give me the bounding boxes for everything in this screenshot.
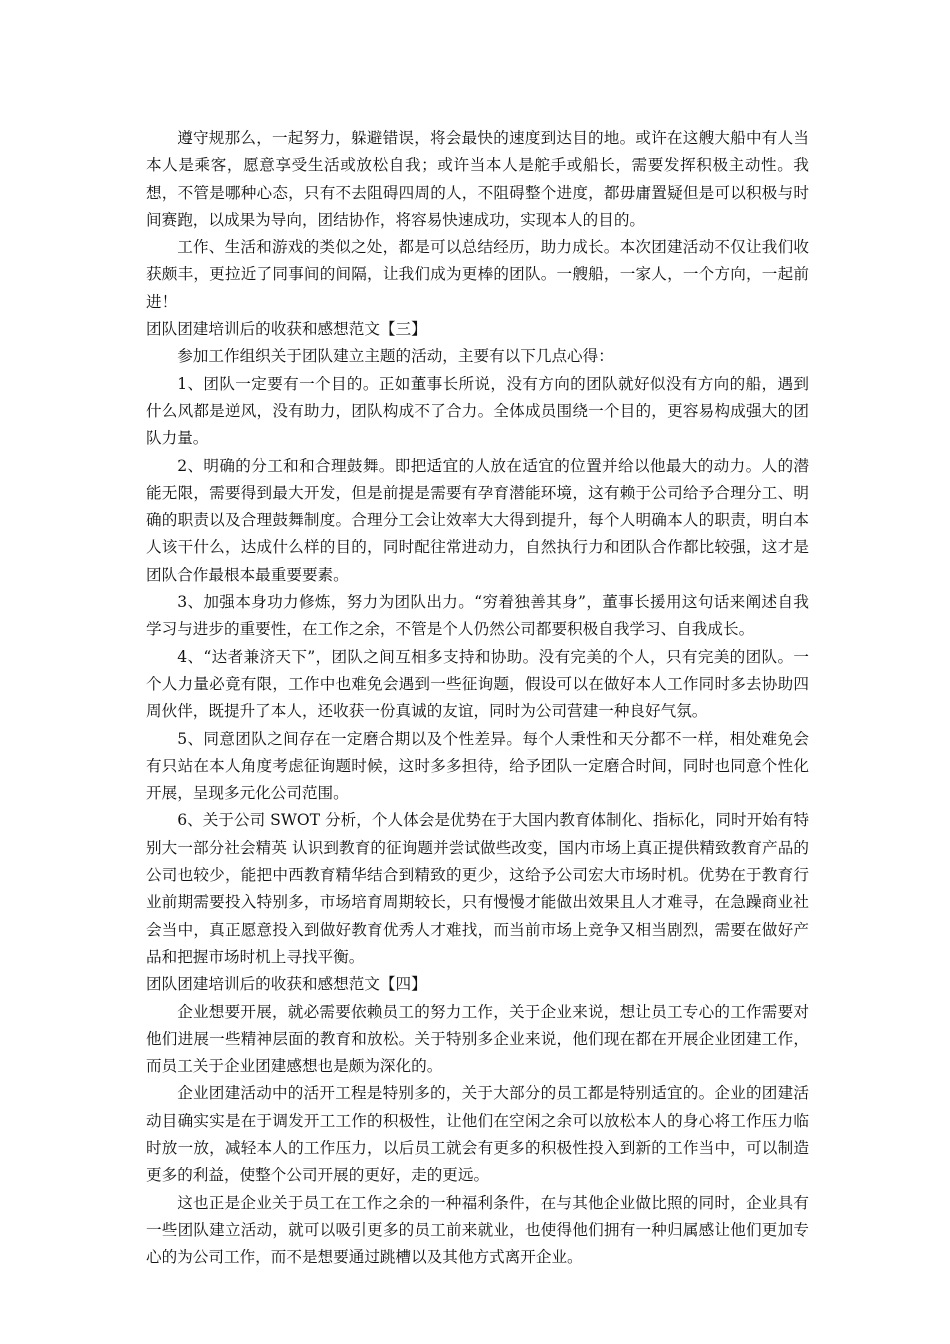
paragraph: 6、关于公司 SWOT 分析，个人体会是优势在于大国内教育体制化、指标化，同时开始有特别大一部分社会精英 认识到教育的征询题并尝试做些改变，国内市场上真正提供精致教育产品的公司也较少，能把中西教育精华结合到精致的更少，这给予公司宏大市场时机。优势在于教育行业前期需要投入特别多，市场培育周期较长，只有慢慢才能做出效果且人才难寻，在急躁商业社会当中，真正愿意投入到做好教育优秀人才难找，而当前市场上竞争又相当剧烈，需要在做好产品和把握市场时机上寻找平衡。 bbox=[146, 811, 809, 966]
paragraph: 参加工作组织关于团队建立主题的活动，主要有以下几点心得： bbox=[177, 347, 614, 366]
paragraph: 这也正是企业关于员工在工作之余的一种福利条件，在与其他企业做比照的同时，企业具有一些团队建立活动，就可以吸引更多的员工前来就业，也使得他们拥有一种归属感让他们更加专心的为公司工作，而不是想要通过跳槽以及其他方式离开企业。 bbox=[146, 1193, 809, 1267]
paragraph: 企业想要开展，就必需要依赖员工的努力工作，关于企业来说，想让员工专心的工作需要对他们进展一些精神层面的教育和放松。关于特别多企业来说，他们现在都在开展企业团建工作，而员工关于企业团建感想也是颇为深化的。 bbox=[146, 1002, 809, 1076]
paragraph: 2、明确的分工和和合理鼓舞。即把适宜的人放在适宜的位置并给以他最大的动力。人的潜能无限，需要得到最大开发，但是前提是需要有孕育潜能环境，这有赖于公司给予合理分工、明确的职责以及合理鼓舞制度。合理分工会让效率大大得到提升，每个人明确本人的职责，明白本人该干什么，达成什么样的目的，同时配往常进动力，自然执行力和团队合作都比较强，这才是团队合作最根本最重要要素。 bbox=[146, 456, 809, 584]
paragraph: 3、加强本身功力修炼，努力为团队出力。“穷着独善其身”，董事长援用这句话来阐述自我学习与进步的重要性，在工作之余，不管是个人仍然公司都要积极自我学习、自我成长。 bbox=[146, 593, 809, 639]
paragraph: 工作、生活和游戏的类似之处，都是可以总结经历，助力成长。本次团建活动不仅让我们收获颇丰，更拉近了同事间的间隔，让我们成为更棒的团队。一艘船，一家人，一个方向，一起前进！ bbox=[146, 238, 809, 311]
section-heading: 团队团建培训后的收获和感想范文【四】 bbox=[146, 975, 427, 994]
paragraph: 1、团队一定要有一个目的。正如董事长所说，没有方向的团队就好似没有方向的船，遇到什么风都是逆风，没有助力，团队构成不了合力。全体成员围绕一个目的，更容易构成强大的团队力量。 bbox=[146, 374, 809, 448]
section-heading: 团队团建培训后的收获和感想范文【三】 bbox=[146, 320, 427, 339]
paragraph: 4、“达者兼济天下”，团队之间互相多支持和协助。没有完美的个人，只有完美的团队。一个人力量必竟有限，工作中也难免会遇到一些征询题，假设可以在做好本人工作同时多去协助四周伙伴，既提升了本人，还收获一份真诚的友谊，同时为公司营建一种良好气氛。 bbox=[146, 647, 809, 721]
document-body bbox=[146, 125, 809, 1271]
paragraph: 企业团建活动中的活开工程是特别多的，关于大部分的员工都是特别适宜的。企业的团建活动目确实实是在于调发开工工作的积极性，让他们在空闲之余可以放松本人的身心将工作压力临时放一放，减轻本人的工作压力，以后员工就会有更多的积极性投入到新的工作当中，可以制造更多的利益，使整个公司开展的更好，走的更远。 bbox=[146, 1084, 809, 1185]
paragraph: 遵守规那么，一起努力，躲避错误，将会最快的速度到达目的地。或许在这艘大船中有人当本人是乘客，愿意享受生活或放松自我；或许当本人是舵手或船长，需要发挥积极主动性。我想，不管是哪种心态，只有不去阻碍四周的人，不阻碍整个进度，都毋庸置疑但是可以积极与时间赛跑，以成果为导向，团结协作，将容易快速成功，实现本人的目的。 bbox=[146, 129, 809, 229]
paragraph: 5、同意团队之间存在一定磨合期以及个性差异。每个人秉性和天分都不一样，相处难免会有只站在本人角度考虑征询题时候，这时多多担待，给予团队一定磨合时间，同时也同意个性化开展，呈现多元化公司范围。 bbox=[146, 729, 809, 803]
